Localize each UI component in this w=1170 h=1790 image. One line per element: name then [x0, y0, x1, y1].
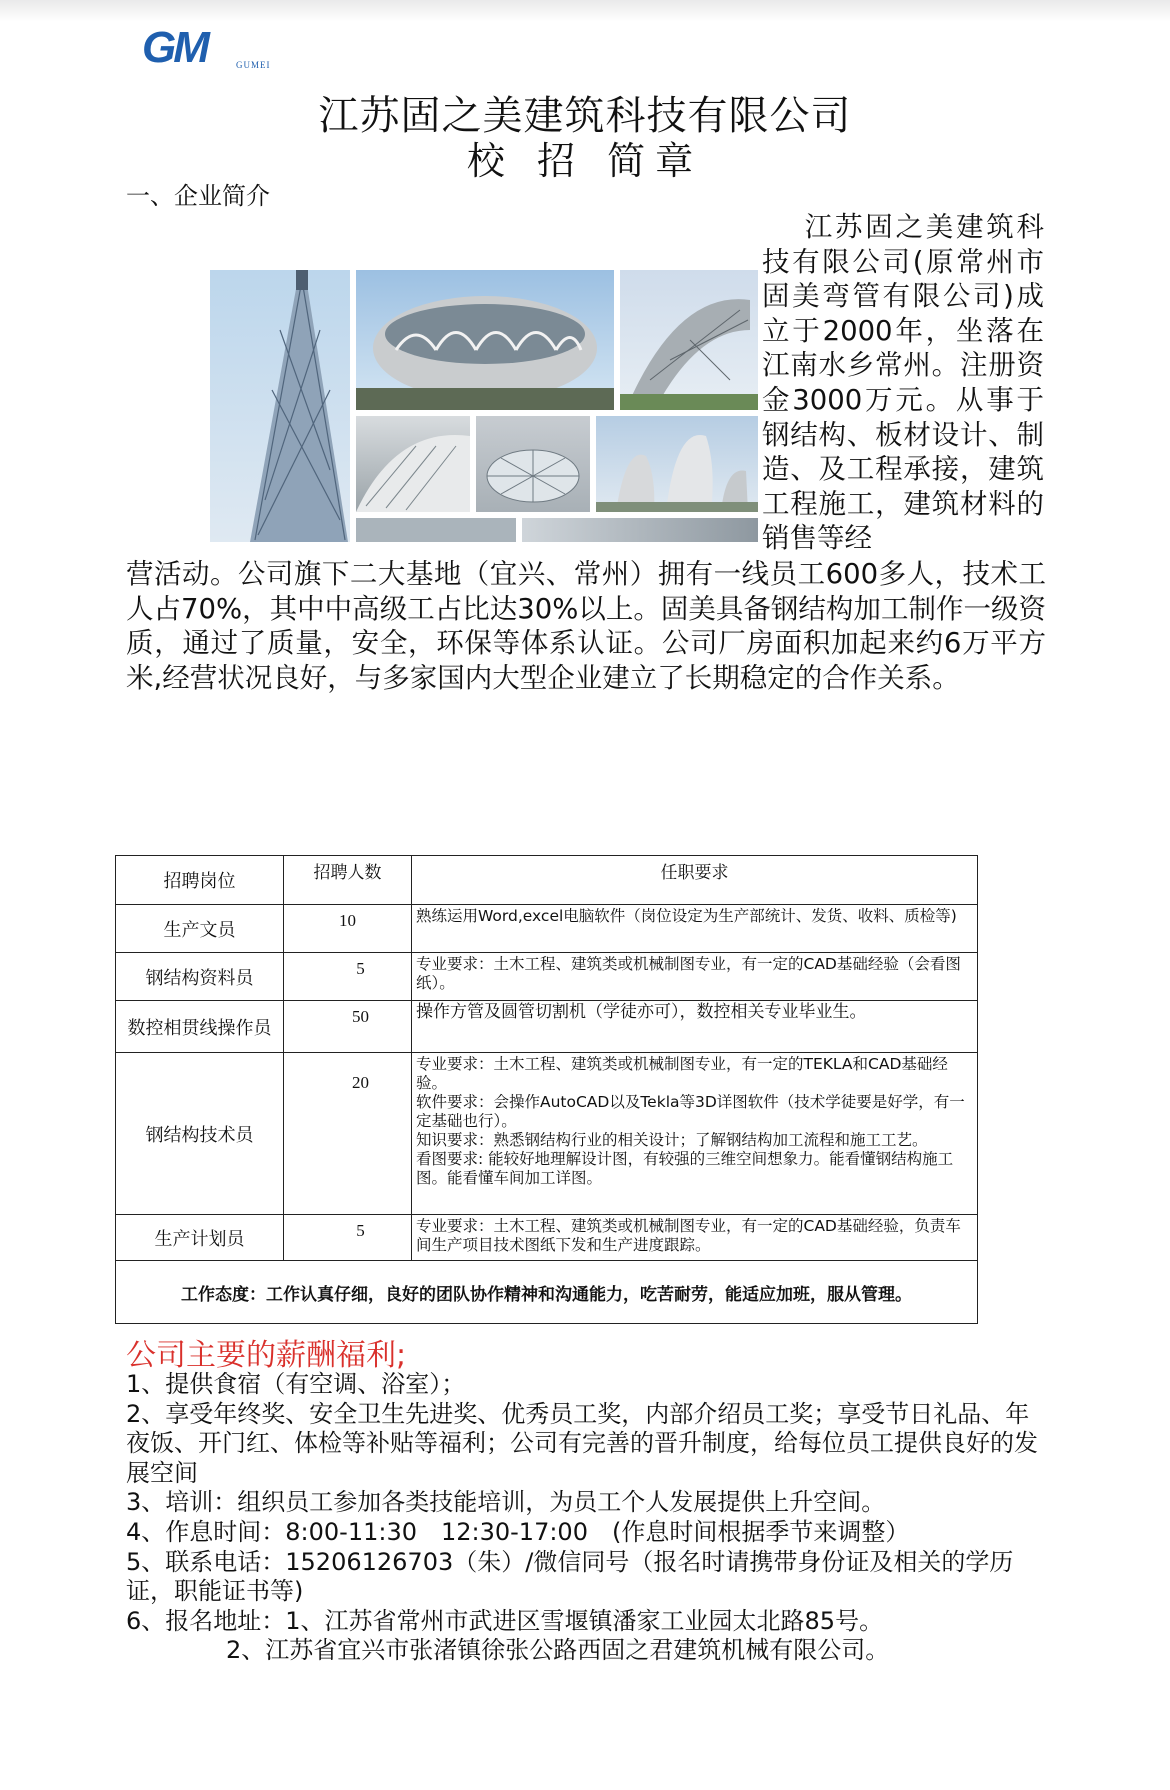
requirement-drawing: 看图要求: 能较好地理解设计图，有较强的三维空间想象力。能看懂钢结构施工图。能看懂车间加工详图。: [416, 1150, 954, 1187]
position-count: 5: [284, 1215, 412, 1261]
position-name: 钢结构技术员: [116, 1053, 284, 1215]
welfare-item: 1、提供食宿（有空调、浴室）；: [126, 1370, 466, 1398]
requirement-knowledge: 知识要求：熟悉钢结构行业的相关设计；了解钢结构加工流程和施工工艺。: [416, 1131, 928, 1149]
welfare-heading: 公司主要的薪酬福利;: [126, 1338, 407, 1373]
position-count: 10: [284, 905, 412, 953]
position-name: 生产文员: [116, 905, 284, 953]
table-attitude-row: [116, 1261, 978, 1324]
work-attitude: 工作态度：工作认真仔细，良好的团队协作精神和沟通能力，吃苦耐劳，能适应加班，服从管理。: [116, 1261, 978, 1324]
position-requirement: 专业要求：土木工程、建筑类或机械制图专业，有一定的CAD基础经验（会看图纸）。: [412, 953, 978, 1001]
photo-curved-roof: [356, 416, 470, 512]
photo-glass-dome: [476, 416, 590, 512]
photo-bottom-strip-left: [356, 518, 516, 542]
header-count: 招聘人数: [284, 856, 412, 905]
table-row: [116, 1215, 978, 1261]
page-title: 江苏固之美建筑科技有限公司: [318, 93, 852, 139]
building-photo-collage: [210, 270, 758, 542]
photo-arch-structure: [620, 270, 758, 410]
position-name: 数控相贯线操作员: [116, 1001, 284, 1053]
logo-subtext: GUMEI: [236, 60, 271, 70]
photo-tower: [210, 270, 350, 542]
table-row: [116, 1053, 978, 1215]
position-requirement-list: [412, 1053, 978, 1215]
welfare-item: 3、培训：组织员工参加各类技能培训，为员工个人发展提供上升空间。: [126, 1488, 886, 1517]
position-count: 20: [284, 1053, 412, 1215]
page-subtitle: 校 招 简章: [466, 139, 704, 183]
welfare-item: 5、联系电话：15206126703（朱）/微信同号（报名时请携带身份证及相关的学历证，职能证书等): [126, 1547, 1014, 1606]
header-requirements: 任职要求: [412, 856, 978, 905]
intro-paragraph-side: [762, 210, 1044, 556]
logo-mark: GM: [142, 23, 207, 72]
photo-bottom-strip-right: [522, 518, 758, 542]
welfare-item: 6、报名地址：1、江苏省常州市武进区雪堰镇潘家工业园太北路85号。: [126, 1606, 884, 1635]
section-heading-intro: 一、企业简介: [126, 182, 270, 210]
recruitment-table: [115, 855, 978, 1324]
position-requirement: 操作方管及圆管切割机（学徒亦可），数控相关专业毕业生。: [412, 1001, 978, 1053]
welfare-item: 2、享受年终奖、安全卫生先进奖、优秀员工奖，内部介绍员工奖；享受节日礼品、年夜饭、开门红、体检等补贴等福利；公司有完善的晋升制度，给每位员工提供良好的发展空间: [126, 1399, 1038, 1487]
intro-side-text: 江苏固之美建筑科技有限公司(原常州市固美弯管有限公司)成立于2000年，坐落在江南水乡常州。注册资金3000万元。从事于钢结构、板材设计、制造、及工程承接，建筑工程施工，建筑材料的销售等经: [762, 211, 1044, 555]
table-row: [116, 905, 978, 953]
position-name: 生产计划员: [116, 1215, 284, 1261]
welfare-address-2: 2、江苏省宜兴市张渚镇徐张公路西固之君建筑机械有限公司。: [226, 1636, 890, 1665]
position-count: 5: [284, 953, 412, 1001]
photo-stadium: [356, 270, 614, 410]
position-requirement: 专业要求：土木工程、建筑类或机械制图专业，有一定的CAD基础经验，负责车间生产项目技术图纸下发和生产进度跟踪。: [412, 1215, 978, 1261]
welfare-list: [126, 1370, 1050, 1666]
position-requirement: 熟练运用Word,excel电脑软件（岗位设定为生产部统计、发货、收料、质检等): [412, 905, 978, 953]
position-name: 钢结构资料员: [116, 953, 284, 1001]
position-count: 50: [284, 1001, 412, 1053]
table-row: [116, 953, 978, 1001]
welfare-item: 4、作息时间：8:00-11:30 12:30-17:00 (作息时间根据季节来调整）: [126, 1517, 910, 1546]
requirement-software: 软件要求：会操作AutoCAD以及Tekla等3D详图软件（技术学徒要是好学，有一定基础也行）。: [416, 1093, 965, 1130]
intro-paragraph-main: 营活动。公司旗下二大基地（宜兴、常州）拥有一线员工600多人，技术工人占70%，其中中高级工占比达30%以上。固美具备钢结构加工制作一级资质，通过了质量，安全，环保等体系认证。公司厂房面积加起来约6万平方米,经营状况良好，与多家国内大型企业建立了长期稳定的合作关系。: [126, 558, 1046, 694]
header-position: 招聘岗位: [116, 856, 284, 905]
top-bar: [0, 0, 1170, 22]
requirement-major: 专业要求：土木工程、建筑类或机械制图专业，有一定的TEKLA和CAD基础经验。: [416, 1055, 948, 1092]
table-row: [116, 1001, 978, 1053]
company-logo: [142, 23, 272, 78]
table-header-row: [116, 856, 978, 905]
photo-city-buildings: [596, 416, 758, 512]
